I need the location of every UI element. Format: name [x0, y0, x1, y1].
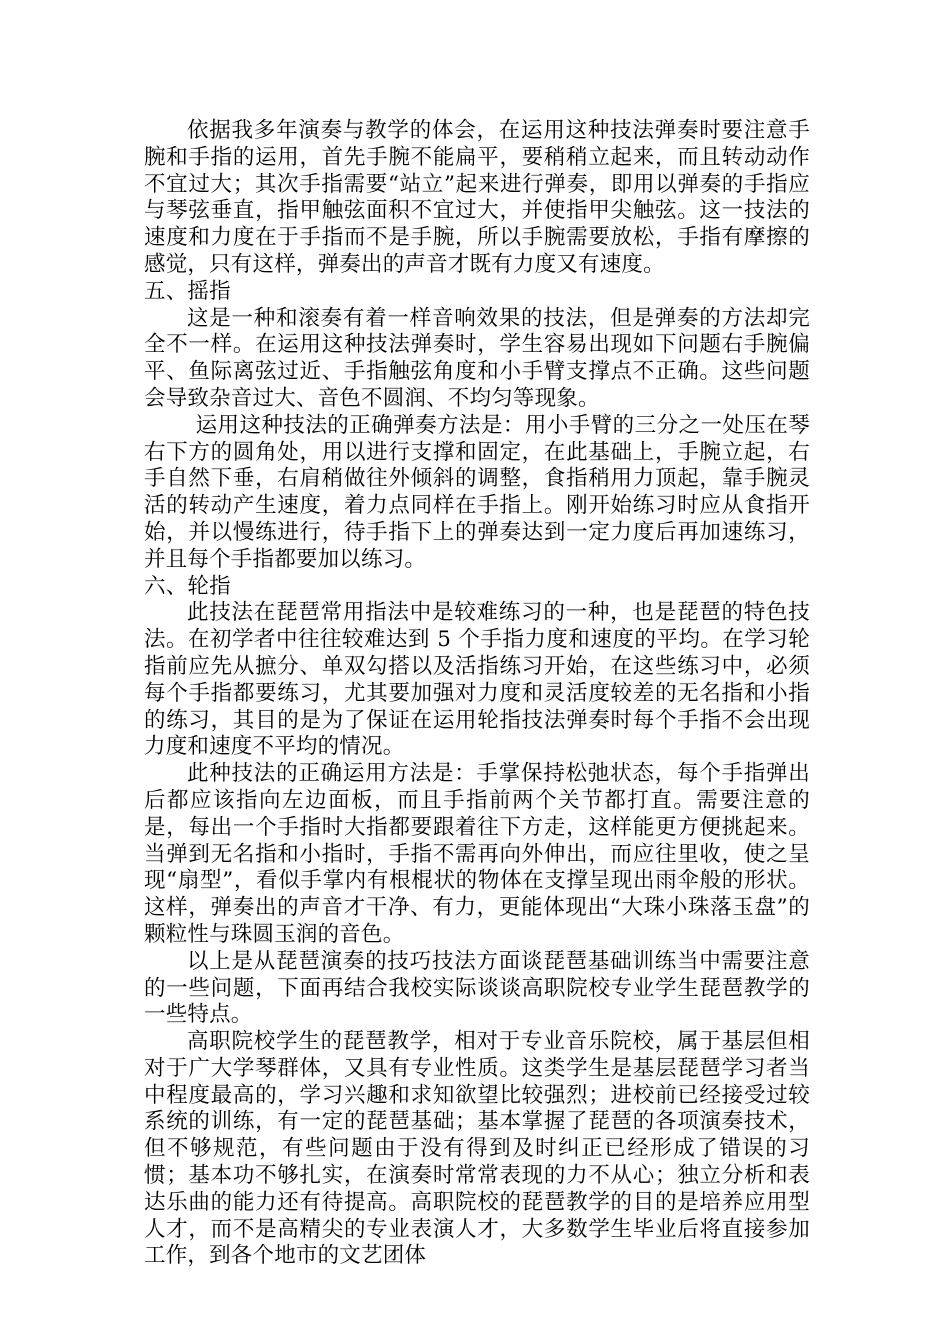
paragraph-yaozhi-problems: 这是一种和滚奏有着一样音响效果的技法，但是弹奏的方法却完全不一样。在运用这种技法弹奏时，学生容易出现如下问题右手腕偏平、鱼际离弦过近、手指触弦角度和小手臂支撑点不正确。这些问题会导致杂音过大、音色不圆润、不均匀等现象。 [144, 305, 810, 411]
paragraph-technique-tips: 依据我多年演奏与教学的体会，在运用这种技法弹奏时要注意手腕和手指的运用，首先手腕不能扁平，要稍稍立起来，而且转动动作不宜过大；其次手指需要“站立”起来进行弹奏，即用以弹奏的手指应与琴弦垂直，指甲触弦面积不宜过大，并使指甲尖触弦。这一技法的速度和力度在于手指而不是手腕，所以手腕需要放松，手指有摩擦的感觉，只有这样，弹奏出的声音才既有力度又有速度。 [144, 118, 810, 277]
section-heading-yaozhi: 五、摇指 [144, 278, 231, 304]
paragraph-vocational-students: 高职院校学生的琵琶教学，相对于专业音乐院校，属于基层但相对于广大学琴群体，又具有专业性质。这类学生是基层琵琶学习者当中程度最高的，学习兴趣和求知欲望比较强烈；进校前已经接受过较系统的训练，有一定的琵琶基础；基本掌握了琵琶的各项演奏技术，但不够规范，有些问题由于没有得到及时纠正已经形成了错误的习惯；基本功不够扎实，在演奏时常常表现的力不从心；独立分析和表达乐曲的能力还有待提高。高职院校的琵琶教学的目的是培养应用型人才，而不是高精尖的专业表演人才，大多数学生毕业后将直接参加工作，到各个地市的文艺团体 [144, 1029, 810, 1269]
paragraph-lunzhi-method: 此种技法的正确运用方法是：手掌保持松弛状态，每个手指弹出后都应该指向左边面板，而且手指前两个关节都打直。需要注意的是，每出一个手指时大指都要跟着往下方走，这样能更方便挑起来。当弹到无名指和小指时，手指不需再向外伸出，而应往里收，使之呈现“扇型”，看似手掌内有根棍状的物体在支撑呈现出雨伞般的形状。这样，弹奏出的声音才干净、有力，更能体现出“大珠小珠落玉盘”的颗粒性与珠圆玉润的音色。 [144, 761, 810, 947]
paragraph-yaozhi-method: 运用这种技法的正确弹奏方法是：用小手臂的三分之一处压在琴右下方的圆角处，用以进行支撑和固定，在此基础上，手腕立起，右手自然下垂，右肩稍做往外倾斜的调整，食指稍用力顶起，靠手腕灵活的转动产生速度，着力点同样在手指上。刚开始练习时应从食指开始，并以慢练进行，待手指下上的弹奏达到一定力度后再加速练习，并且每个手指都要加以练习。 [144, 412, 810, 572]
document-body [144, 118, 810, 1270]
paragraph-transition: 以上是从琵琶演奏的技巧技法方面谈琵琶基础训练当中需要注意的一些问题，下面再结合我校实际谈谈高职院校专业学生琵琶教学的一些特点。 [144, 948, 810, 1028]
paragraph-lunzhi-intro: 此技法在琵琶常用指法中是较难练习的一种，也是琵琶的特色技法。在初学者中往往较难达到 5 个手指力度和速度的平均。在学习轮指前应先从摭分、单双勾搭以及活指练习开始，在这些练习中，必须每个手指都要练习，尤其要加强对力度和灵活度较差的无名指和小指的练习，其目的是为了保证在运用轮指技法弹奏时每个手指不会出现力度和速度不平均的情况。 [144, 600, 810, 760]
section-heading-lunzhi: 六、轮指 [144, 573, 231, 599]
